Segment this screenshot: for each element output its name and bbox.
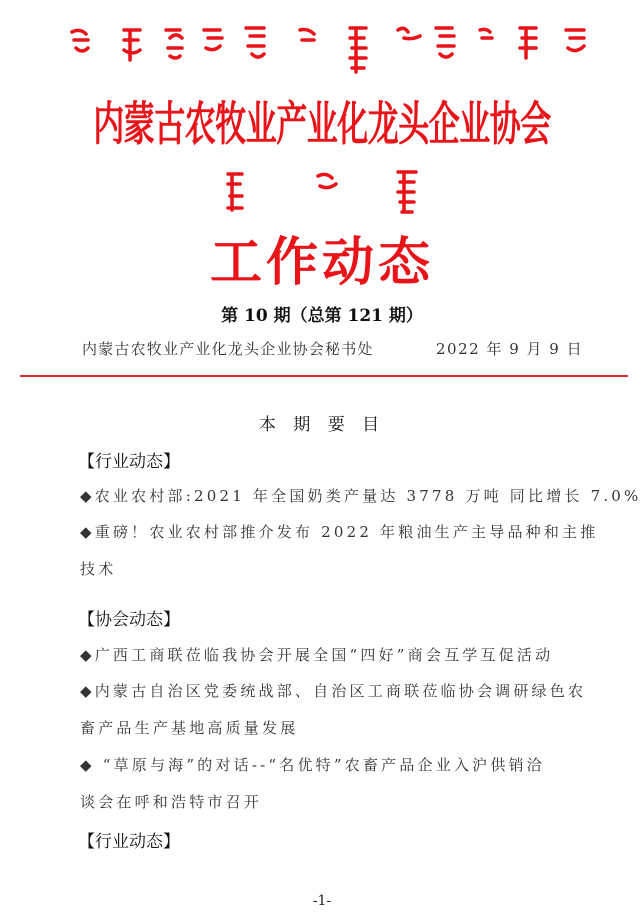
toc-item-continued: 谈会在呼和浩特市召开 xyxy=(80,793,263,811)
issue-number: 第 10 期（总第 121 期） xyxy=(221,306,423,326)
document-subtitle: 工作动态 xyxy=(209,232,434,293)
section-heading: 【协会动态】 xyxy=(78,610,180,630)
toc-item: ◆重磅！农业农村部推介发布 2022 年粮油生产主导品种和主推 xyxy=(80,523,599,541)
toc-item: ◆农业农村部:2021 年全国奶类产量达 3778 万吨 同比增长 7.0% xyxy=(80,487,642,505)
toc-heading: 本 期 要 目 xyxy=(258,415,386,435)
toc-item: ◆内蒙古自治区党委统战部、自治区工商联莅临协会调研绿色农 xyxy=(80,682,587,700)
section-heading: 【行业动态】 xyxy=(78,452,180,472)
document-title: 内蒙古农牧业产业化龙头企业协会 xyxy=(93,98,551,152)
mongolian-script-subtitle xyxy=(0,168,644,218)
mongolian-script-title xyxy=(0,22,644,82)
toc-item: ◆ “草原与海”的对话--“名优特”农畜产品企业入沪供销洽 xyxy=(80,756,545,774)
toc-item-continued: 畜产品生产基地高质量发展 xyxy=(80,719,299,737)
page-number: -1- xyxy=(312,893,332,909)
issue-date: 2022 年 9 月 9 日 xyxy=(436,340,584,358)
section-heading: 【行业动态】 xyxy=(78,832,180,852)
issuing-organization: 内蒙古农牧业产业化龙头企业协会秘书处 xyxy=(82,340,374,358)
toc-item-continued: 技术 xyxy=(80,560,117,578)
toc-item: ◆广西工商联莅临我协会开展全国“四好”商会互学互促活动 xyxy=(80,646,554,664)
header-divider xyxy=(20,375,628,377)
